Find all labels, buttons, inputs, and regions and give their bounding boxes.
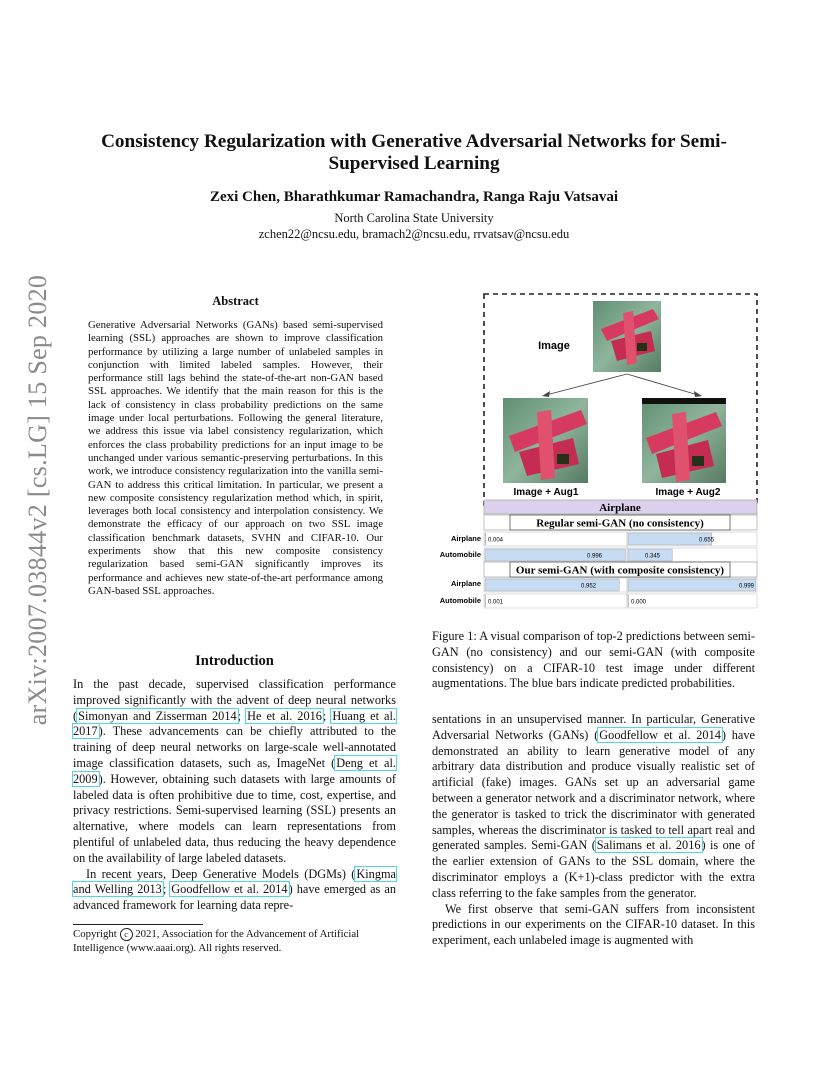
text-run: ; bbox=[322, 708, 332, 723]
bar-ours-aug2-automobile bbox=[628, 595, 629, 607]
value-regular-aug2-automobile: 0.345 bbox=[644, 553, 660, 560]
arxiv-identifier-text: arXiv:2007.03844v2 [cs.LG] 15 Sep 2020 bbox=[23, 274, 52, 726]
regular-header-label: Regular semi-GAN (no consistency) bbox=[536, 517, 704, 530]
bar-ours-aug1-airplane bbox=[485, 579, 619, 591]
copyright-footnote bbox=[73, 928, 396, 955]
citation-link[interactable]: Kingma and Welling 2013 bbox=[73, 866, 396, 897]
text-run: ) have emerged as an advanced framework for learning data repre- bbox=[73, 882, 396, 913]
introduction-heading: Introduction bbox=[195, 653, 274, 669]
text-run: ; bbox=[162, 882, 171, 897]
aug1-label: Image + Aug1 bbox=[513, 487, 579, 498]
value-ours-aug1-airplane: 0.952 bbox=[580, 583, 596, 590]
row-label-airplane-regular: Airplane bbox=[450, 534, 481, 543]
ours-header-label: Our semi-GAN (with composite consistency) bbox=[515, 564, 725, 577]
copyright-symbol: c bbox=[120, 928, 133, 941]
row-label-airplane-ours: Airplane bbox=[450, 579, 481, 588]
text-run: In the past decade, supervised classification performance improved significantly with the advent of deep neural networks ( bbox=[73, 677, 396, 723]
value-ours-aug1-automobile: 0.001 bbox=[488, 599, 504, 606]
intro-right-column bbox=[432, 712, 755, 949]
arrow-to-aug1 bbox=[546, 374, 627, 395]
image-label: Image bbox=[538, 340, 570, 352]
original-image-thumbnail bbox=[593, 301, 661, 372]
text-run: ) have demonstrated an ability to learn generative model of any arbitrary data distribution and produce visually realistic set of artificial (fake) images. GANs set up an adversarial game between a generator network and a discriminator network, where the generator is tasked to trick the discriminator with generated samples, whereas the discriminator is tasked to tell apart real and generated samples. Semi-GAN ( bbox=[432, 727, 755, 853]
citation-link[interactable]: Goodfellow et al. 2014 bbox=[171, 882, 288, 897]
figure-1 bbox=[430, 288, 760, 610]
citation-link[interactable]: Deng et al. 2009 bbox=[73, 755, 396, 786]
text-run: sentations in an unsupervised manner. In particular, Generative Adversarial Networks (GANs) ( bbox=[432, 712, 755, 742]
bar-ours-aug2-airplane bbox=[628, 579, 756, 591]
author-emails: zchen22@ncsu.edu, bramach2@ncsu.edu, rrvatsav@ncsu.edu bbox=[258, 226, 570, 241]
bar-regular-aug1-airplane bbox=[485, 533, 486, 545]
paper-title: Consistency Regularization with Generative Adversarial Networks for Semi-Supervised Learning bbox=[101, 131, 727, 174]
value-regular-aug2-airplane: 0.655 bbox=[698, 537, 714, 544]
author-affiliation-block bbox=[90, 211, 738, 242]
text-run: ; bbox=[237, 708, 247, 723]
arrow-head-aug2 bbox=[694, 391, 702, 397]
arxiv-identifier-stamp bbox=[18, 274, 58, 726]
value-ours-aug2-automobile: 0.000 bbox=[631, 599, 647, 606]
affiliation: North Carolina State University bbox=[334, 211, 494, 225]
text-run: ). These advancements can be chiefly attributed to the training of deep neural networks on large-scale well-annotated image classification datasets, such as, ImageNet ( bbox=[73, 724, 396, 770]
text-run: ). However, obtaining such datasets with large amounts of labeled data is often prohibitive due to time, cost, expertise, and privacy restrictions. Semi-supervised learning (SSL) presents an alternative, where models can learn representations from plentiful of unlabeled data, thus reducing the heavy dependence on the availability of large labeled datasets. bbox=[73, 771, 396, 865]
regular-airplane-row bbox=[484, 532, 757, 546]
value-ours-aug2-airplane: 0.999 bbox=[738, 583, 754, 590]
intro-paragraph-4: We first observe that semi-GAN suffers from inconsistent predictions in our experiments on the CIFAR-10 dataset. In this experiment, each unlabeled image is augmented with bbox=[432, 901, 755, 948]
intro-paragraph-1 bbox=[73, 677, 396, 867]
aug2-label: Image + Aug2 bbox=[655, 487, 721, 498]
citation-link[interactable]: Salimans et al. 2016 bbox=[596, 838, 701, 853]
bar-ours-aug1-automobile bbox=[485, 595, 486, 607]
arrow-head-aug1 bbox=[542, 391, 550, 397]
intro-paragraph-3 bbox=[432, 712, 755, 902]
value-regular-aug1-automobile: 0.996 bbox=[586, 553, 602, 560]
citation-link[interactable]: Goodfellow et al. 2014 bbox=[599, 727, 721, 742]
text-run: ) is one of the earlier extension of GANs to the SSL domain, where the discriminator employs a (K+1)-class predictor with the extra class referring to the fake samples from the generator. bbox=[432, 838, 755, 900]
bar-regular-aug1-automobile bbox=[485, 549, 625, 561]
intro-paragraph-2 bbox=[73, 867, 396, 914]
arrow-to-aug2 bbox=[627, 374, 698, 395]
citation-link[interactable]: Huang et al. 2017 bbox=[73, 708, 397, 739]
figure-1-caption: Figure 1: A visual comparison of top-2 predictions between semi-GAN (no consistency) and our semi-GAN (with composite consistency) on a CIFAR-10 test image under different augmentations. The blue bars indicate predicted probabilities. bbox=[432, 629, 755, 691]
row-label-automobile-regular: Automobile bbox=[439, 550, 481, 559]
citation-link[interactable]: Simonyan and Zisserman 2014 bbox=[78, 708, 237, 723]
row-label-automobile-ours: Automobile bbox=[439, 596, 481, 605]
abstract-heading: Abstract bbox=[212, 294, 259, 308]
text-run: In recent years, Deep Generative Models (DGMs) ( bbox=[86, 866, 356, 881]
value-regular-aug1-airplane: 0.004 bbox=[488, 537, 504, 544]
footnote-rule bbox=[73, 924, 203, 925]
footnote-text: 2021, Association for the Advancement of Artificial Intelligence (www.aaai.org). All rights reserved. bbox=[73, 928, 360, 954]
ours-automobile-row bbox=[484, 594, 757, 608]
class-header-label: Airplane bbox=[599, 502, 641, 514]
augmented-image-1-thumbnail bbox=[503, 398, 588, 483]
paper-authors: Zexi Chen, Bharathkumar Ramachandra, Ranga Raju Vatsavai bbox=[209, 189, 619, 205]
augmented-image-2-thumbnail bbox=[642, 398, 726, 483]
intro-left-column bbox=[73, 677, 396, 914]
footnote-prefix: Copyright bbox=[73, 928, 117, 940]
abstract-text: Generative Adversarial Networks (GANs) based semi-supervised learning (SSL) approaches are shown to improve classification performance by utilizing a large number of unlabeled samples in conjunction with limited labeled samples. However, their performance still lags behind the state-of-the-art non-GAN based SSL approaches. We identify that the main reason for this is the lack of consistency in class probability predictions on the same image under local perturbations. Following the general literature, we address this issue via label consistency regularization, which enforces the class probability predictions for an input image to be unchanged under various semantic-preserving perturbations. In this work, we introduce consistency regularization into the vanilla semi-GAN to address this critical limitation. In particular, we present a new composite consistency regularization method which, in spirit, leverages both local consistency and interpolation consistency. We demonstrate the efficacy of our approach on two SSL image classification benchmark datasets, SVHN and CIFAR-10. Our experiments show that this new composite consistency regularization based semi-GAN significantly improves its performance and achieves new state-of-the-art performance among GAN-based SSL approaches. bbox=[88, 319, 383, 597]
citation-link[interactable]: He et al. 2016 bbox=[247, 708, 322, 723]
